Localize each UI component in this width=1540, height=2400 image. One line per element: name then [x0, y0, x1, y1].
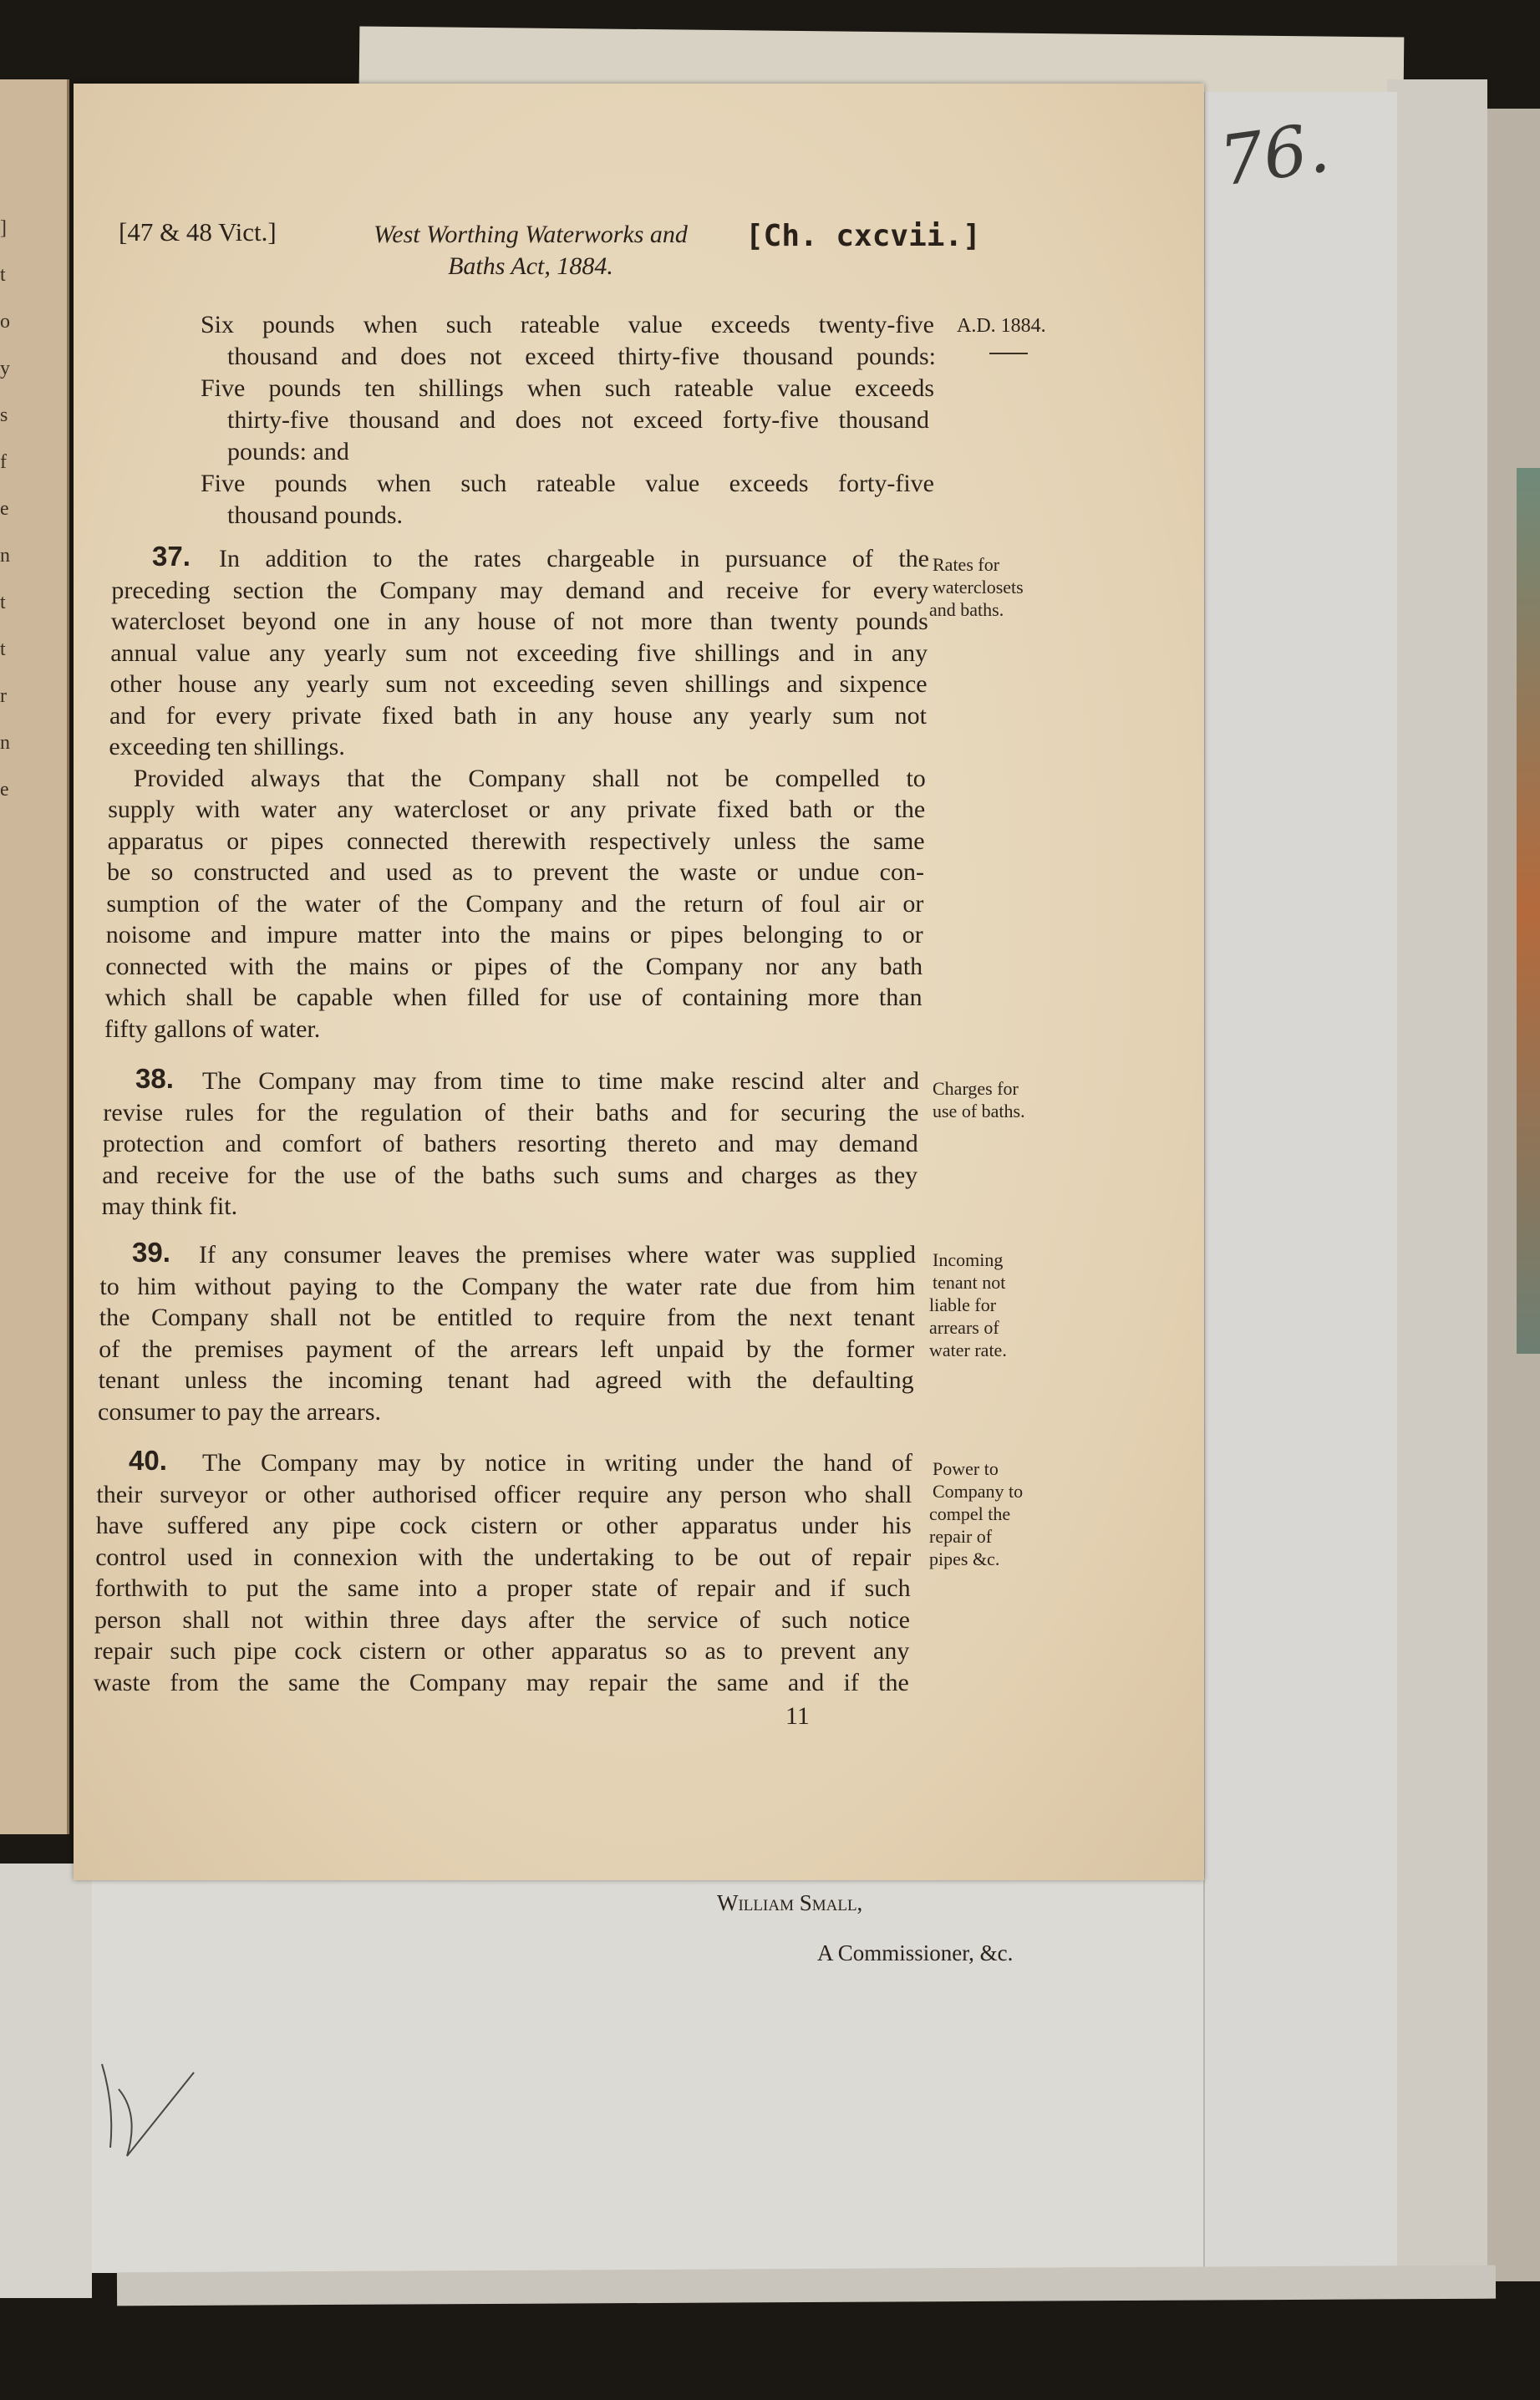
- section-line: exceeding ten shillings.: [109, 733, 345, 760]
- left-page-fragment: e: [0, 779, 9, 801]
- marginal-note: waterclosets: [933, 577, 1024, 597]
- section-line: watercloset beyond one in any house of not more than twenty pounds: [110, 608, 928, 635]
- marginal-note: Charges for: [933, 1078, 1019, 1099]
- left-page-fragment: t: [0, 592, 6, 613]
- section-line: In addition to the rates chargeable in pursuance of the: [219, 545, 929, 572]
- header-citation: [47 & 48 Vict.]: [119, 217, 277, 247]
- marginal-note: Company to: [933, 1481, 1024, 1502]
- marginal-note: Power to: [933, 1458, 999, 1479]
- header-act-title: West Worthing Waterworks and Baths Act, 1884.: [374, 221, 688, 280]
- handwritten-folio-number: 76.: [1215, 108, 1334, 202]
- marginal-note: Incoming: [933, 1249, 1004, 1270]
- left-page-fragment: r: [0, 685, 7, 707]
- section-line: fifty gallons of water.: [104, 1014, 321, 1043]
- left-page-fragment: f: [0, 451, 7, 473]
- marginal-note: repair of: [929, 1526, 993, 1547]
- section-number: 37.: [152, 541, 191, 572]
- left-page-fragment: t: [0, 638, 6, 660]
- left-page-fragment: s: [0, 404, 8, 426]
- section-line: preceding section the Company may demand and receive for every: [111, 576, 929, 604]
- marginal-note: water rate.: [929, 1340, 1007, 1360]
- section-line: and for every private fixed bath in any house any yearly sum not: [109, 701, 927, 730]
- section-line: person shall not within three days after the service of such notice: [94, 1605, 910, 1634]
- section-line: Provided always that the Company shall not be compelled to: [133, 764, 926, 792]
- opening-line: pounds: and: [227, 438, 349, 465]
- section-line: other house any yearly sum not exceeding seven shillings and sixpence: [109, 670, 928, 698]
- header-chapter: [Ch. cxcvii.]: [745, 219, 981, 253]
- left-lower-sheet: [0, 1864, 92, 2298]
- opening-line: thirty-five thousand and does not exceed forty-five thousand: [227, 406, 929, 434]
- section-line: protection and comfort of bathers resorting thereto and may demand: [102, 1130, 918, 1157]
- section-line: supply with water any watercloset or any private fixed bath or the: [108, 796, 926, 823]
- section-line: sumption of the water of the Company and the return of foul air or: [106, 889, 924, 918]
- section-line: annual value any yearly sum not exceeding five shillings and in any: [110, 638, 928, 667]
- section-line: of the premises payment of the arrears left unpaid by the former: [99, 1335, 915, 1363]
- colored-page-edge: [1517, 468, 1540, 1354]
- opening-line: thousand pounds.: [227, 501, 403, 529]
- section-line: connected with the mains or pipes of the Company nor any bath: [105, 952, 923, 980]
- marginal-note: Rates for: [933, 554, 1000, 575]
- section-line: If any consumer leaves the premises where water was supplied: [199, 1241, 916, 1269]
- marginal-note: pipes &c.: [929, 1548, 1000, 1569]
- bottom-paper-strip: [117, 2265, 1496, 2306]
- pencil-annotation: [94, 2056, 202, 2164]
- signatory-name: William Small,: [717, 1890, 863, 1915]
- section-line: their surveyor or other authorised officer require any person who shall: [96, 1480, 912, 1508]
- back-sheet: [1387, 79, 1487, 2277]
- section-line: waste from the same the Company may repair the same and if the: [93, 1668, 909, 1696]
- marginal-note: compel the: [929, 1503, 1011, 1524]
- section-line: forthwith to put the same into a proper state of repair and if such: [94, 1574, 911, 1602]
- section-number: 39.: [132, 1237, 170, 1268]
- section-line: noisome and impure matter into the mains or pipes belonging to or: [105, 921, 923, 948]
- back-sheet-right: [1203, 92, 1397, 2269]
- section-line: repair such pipe cock cistern or other apparatus so as to prevent any: [94, 1637, 910, 1665]
- sidenote-rule: [989, 353, 1028, 354]
- marginal-note: liable for: [929, 1294, 997, 1315]
- section-line: apparatus or pipes connected therewith respectively unless the same: [107, 826, 925, 855]
- left-page-fragment: o: [0, 311, 10, 333]
- section-line: the Company shall not be entitled to require from the next tenant: [99, 1304, 915, 1331]
- section-line: which shall be capable when filled for use of containing more than: [104, 984, 922, 1011]
- left-page-fragment: t: [0, 264, 6, 286]
- section-line: may think fit.: [101, 1192, 238, 1220]
- section-line: revise rules for the regulation of their baths and for securing the: [103, 1098, 919, 1126]
- marginal-note: use of baths.: [933, 1101, 1025, 1121]
- section-line: control used in connexion with the undertaking to be out of repair: [95, 1543, 912, 1571]
- marginal-note: and baths.: [929, 599, 1004, 620]
- left-page-fragment: ]: [0, 217, 7, 239]
- opening-line: Five pounds when such rateable value exceeds forty-five: [201, 470, 934, 497]
- section-line: consumer to pay the arrears.: [98, 1397, 382, 1426]
- section-line: have suffered any pipe cock cistern or other apparatus under his: [95, 1512, 912, 1539]
- left-page-fragments: [0, 205, 17, 813]
- left-page-fragment: y: [0, 358, 10, 379]
- left-page-fragment: n: [0, 732, 10, 754]
- section-line: tenant unless the incoming tenant had agreed with the defaulting: [98, 1366, 914, 1394]
- section-line: and receive for the use of the baths such sums and charges as they: [102, 1161, 918, 1189]
- page-number: 11: [785, 1702, 810, 1730]
- sidenote-year: A.D. 1884.: [957, 315, 1046, 337]
- section-number: 38.: [135, 1063, 174, 1094]
- signatory-title: A Commissioner, &c.: [817, 1940, 1014, 1965]
- opening-line: Five pounds ten shillings when such rateable value exceeds: [201, 374, 934, 402]
- section-line: The Company may from time to time make rescind alter and: [202, 1067, 919, 1095]
- left-page-fragment: n: [0, 545, 10, 567]
- section-line: The Company may by notice in writing under the hand of: [202, 1449, 912, 1477]
- section-line: be so constructed and used as to prevent the waste or undue con-: [107, 858, 924, 886]
- marginal-note: arrears of: [929, 1317, 999, 1338]
- section-line: to him without paying to the Company the water rate due from him: [99, 1272, 916, 1300]
- opening-line: thousand and does not exceed thirty-five thousand pounds:: [227, 343, 936, 370]
- marginal-note: tenant not: [933, 1272, 1006, 1293]
- section-number: 40.: [129, 1445, 167, 1476]
- left-page-fragment: e: [0, 498, 9, 520]
- opening-line: Six pounds when such rateable value exceeds twenty-five: [201, 311, 934, 338]
